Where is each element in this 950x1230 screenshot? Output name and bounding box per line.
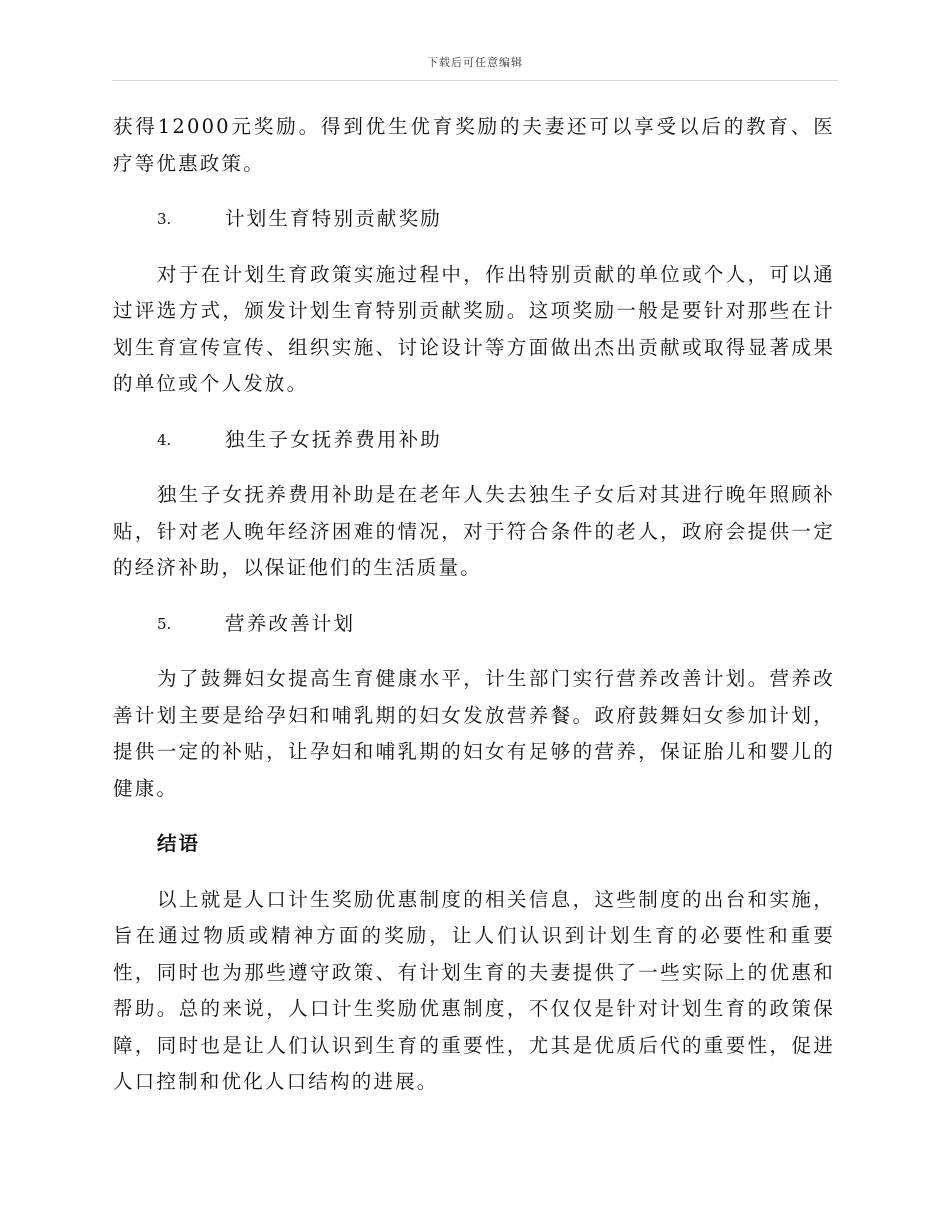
list-item-3 bbox=[113, 201, 835, 238]
conclusion-heading: 结语 bbox=[157, 832, 201, 855]
list-item-number: 3. bbox=[157, 210, 172, 228]
list-item-5 bbox=[113, 606, 835, 643]
paragraph-continued: 获得12000元奖励。得到优生优育奖励的夫妻还可以享受以后的教育、医疗等优惠政策。 bbox=[113, 115, 835, 175]
paragraph-nutrition-plan: 为了鼓舞妇女提高生育健康水平，计生部门实行营养改善计划。营养改善计划主要是给孕妇和哺乳期的妇女发放营养餐。政府鼓舞妇女参加计划，提供一定的补贴，让孕妇和哺乳期的妇女有足够的营养，保证胎儿和婴儿的健康。 bbox=[113, 667, 835, 800]
document-body bbox=[113, 109, 835, 1120]
list-item-title: 营养改善计划 bbox=[225, 611, 356, 635]
list-item-number: 4. bbox=[157, 430, 172, 449]
list-item-title: 计划生育特别贡献奖励 bbox=[225, 207, 443, 230]
paragraph-special-contribution: 对于在计划生育政策实施过程中，作出特别贡献的单位或个人，可以通过评选方式，颁发计划生育特别贡献奖励。这项奖励一般是要针对那些在计划生育宣传宣传、组织实施、讨论设计等方面做出杰出贡献或取得显著成果的单位或个人发放。 bbox=[113, 262, 835, 395]
header-divider bbox=[112, 80, 838, 81]
page-header: 下载后可任意编辑 bbox=[427, 56, 523, 69]
paragraph-conclusion: 以上就是人口计生奖励优惠制度的相关信息，这些制度的出台和实施，旨在通过物质或精神方面的奖励，让人们认识到计划生育的必要性和重要性，同时也为那些遵守政策、有计划生育的夫妻提供了一些实际上的优惠和帮助。总的来说，人口计生奖励优惠制度，不仅仅是针对计划生育的政策保障，同时也是让人们认识到生育的重要性，尤其是优质后代的重要性，促进人口控制和优化人口结构的进展。 bbox=[113, 887, 835, 1093]
list-item-title: 独生子女抚养费用补助 bbox=[225, 427, 443, 451]
list-item-4 bbox=[113, 422, 835, 459]
paragraph-only-child-subsidy: 独生子女抚养费用补助是在老年人失去独生子女后对其进行晚年照顾补贴，针对老人晚年经济困难的情况，对于符合条件的老人，政府会提供一定的经济补助，以保证他们的生活质量。 bbox=[113, 483, 835, 579]
list-item-number: 5. bbox=[157, 614, 172, 633]
